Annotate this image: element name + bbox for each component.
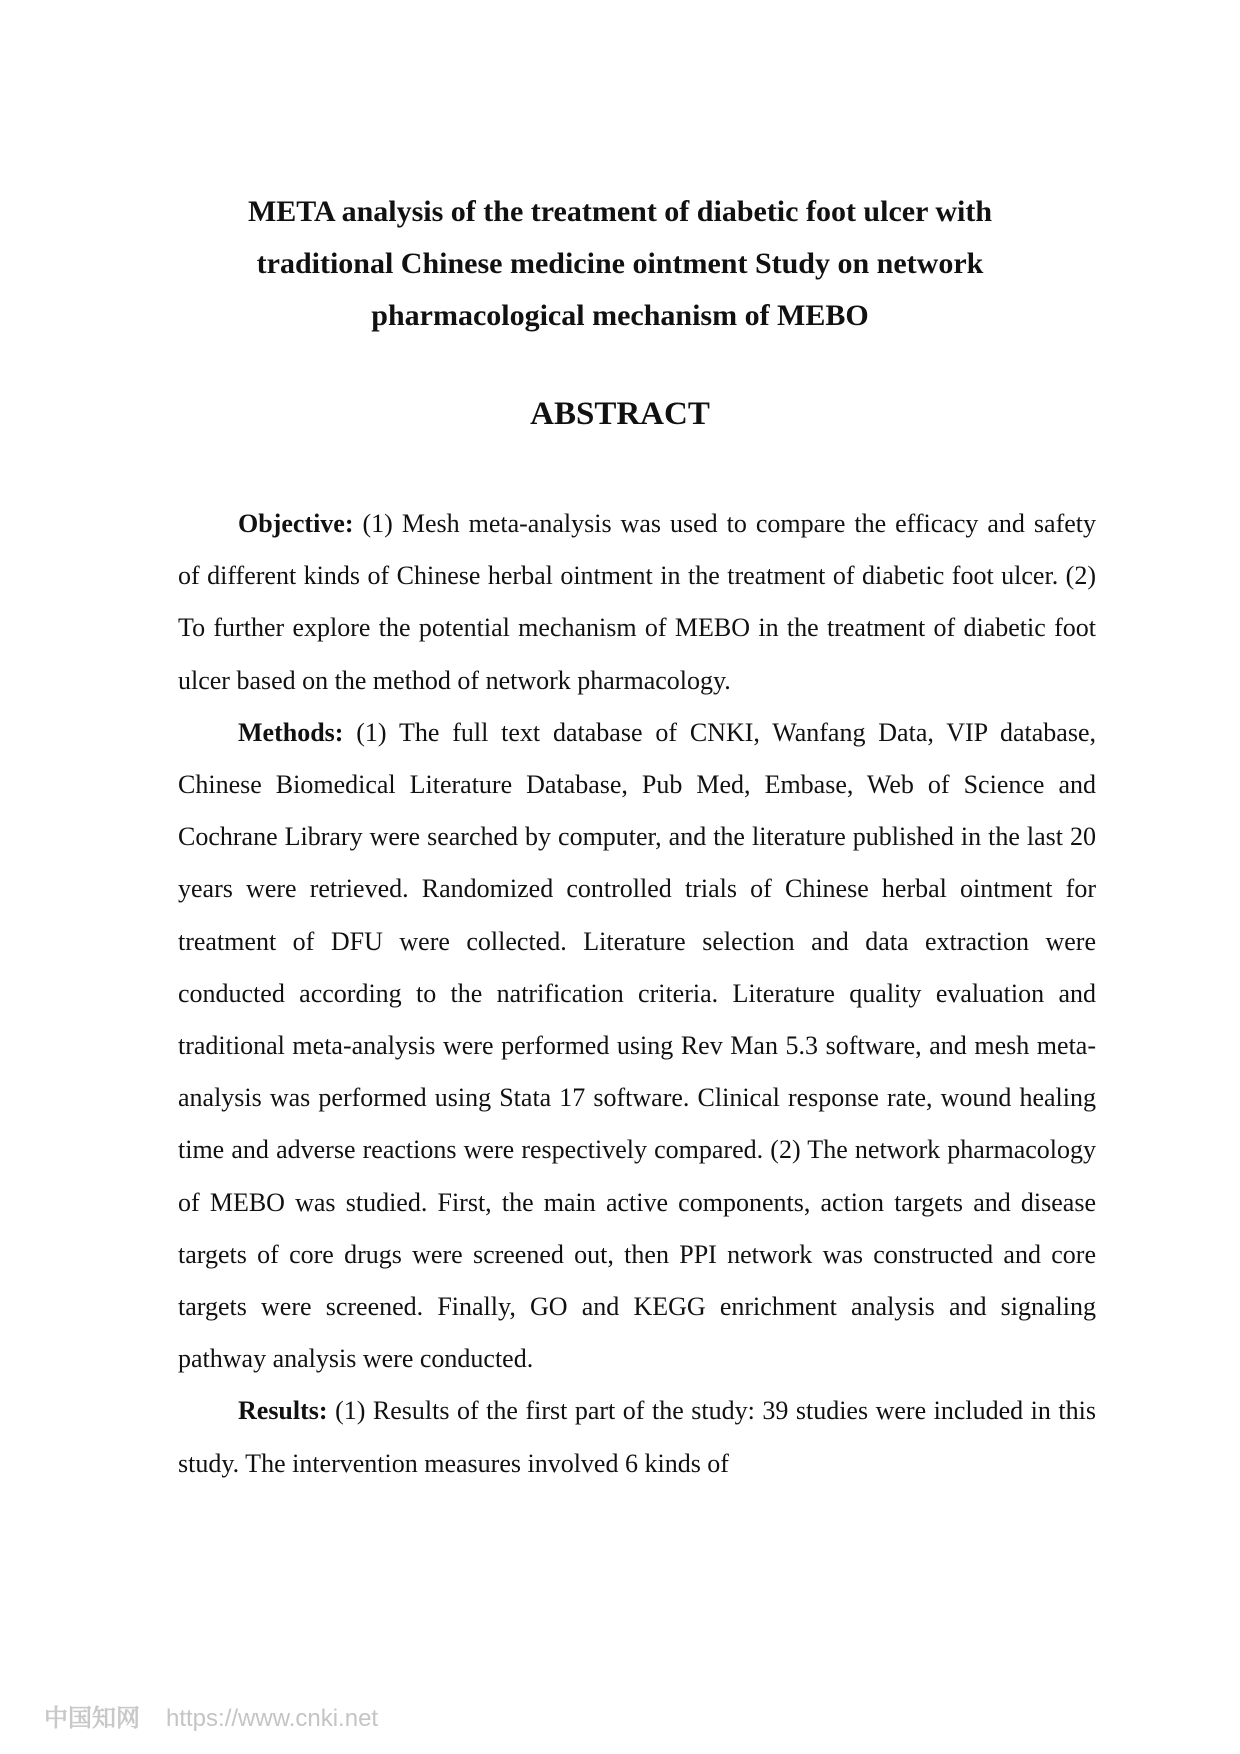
methods-text: (1) The full text database of CNKI, Wanfang Data, VIP database, Chinese Biomedical Literature Database, Pub Med, Embase, Web of Science and Cochrane Library were searched by computer, and the literature published in the last 20 years were retrieved. Randomized controlled trials of Chinese herbal ointment for treatment of DFU were collected. Literature selection and data extraction were conducted according to the natrification criteria. Literature quality evaluation and traditional meta-analysis were performed using Rev Man 5.3 software, and mesh meta-analysis was performed using Stata 17 software. Clinical response rate, wound healing time and adverse reactions were respectively compared. (2) The network pharmacology of MEBO was studied. First, the main active components, action targets and disease targets of core drugs were screened out, then PPI network was constructed and core targets were screened. Finally, GO and KEGG enrichment analysis and signaling pathway analysis were conducted.: [178, 717, 1096, 1374]
abstract-heading: ABSTRACT: [530, 396, 710, 432]
results-label: Results:: [238, 1396, 328, 1426]
title-line: META analysis of the treatment of diabetic foot ulcer with: [247, 195, 993, 228]
objective-text: (1) Mesh meta-analysis was used to compare the efficacy and safety of different kinds of Chinese herbal ointment in the treatment of diabetic foot ulcer. (2) To further explore the potential mechanism of MEBO in the treatment of diabetic foot ulcer based on the method of network pharmacology.: [178, 509, 1096, 695]
objective-paragraph: [178, 498, 1096, 707]
document-title: [200, 186, 1040, 342]
title-line: traditional Chinese medicine ointment Study on network: [256, 247, 984, 280]
watermark-url: https://www.cnki.net: [166, 1705, 379, 1732]
watermark-brand: 中国知网: [44, 1705, 140, 1732]
watermark-footer: [44, 1698, 378, 1733]
results-paragraph: [178, 1385, 1096, 1489]
objective-label: Objective:: [238, 509, 354, 538]
methods-paragraph: [178, 707, 1096, 1386]
title-line: pharmacological mechanism of MEBO: [371, 299, 869, 332]
results-text: (1) Results of the first part of the study: 39 studies were included in this study. The intervention measures involved 6 kinds of: [178, 1396, 1096, 1478]
abstract-body: [178, 498, 1096, 1490]
methods-label: Methods:: [238, 717, 344, 747]
